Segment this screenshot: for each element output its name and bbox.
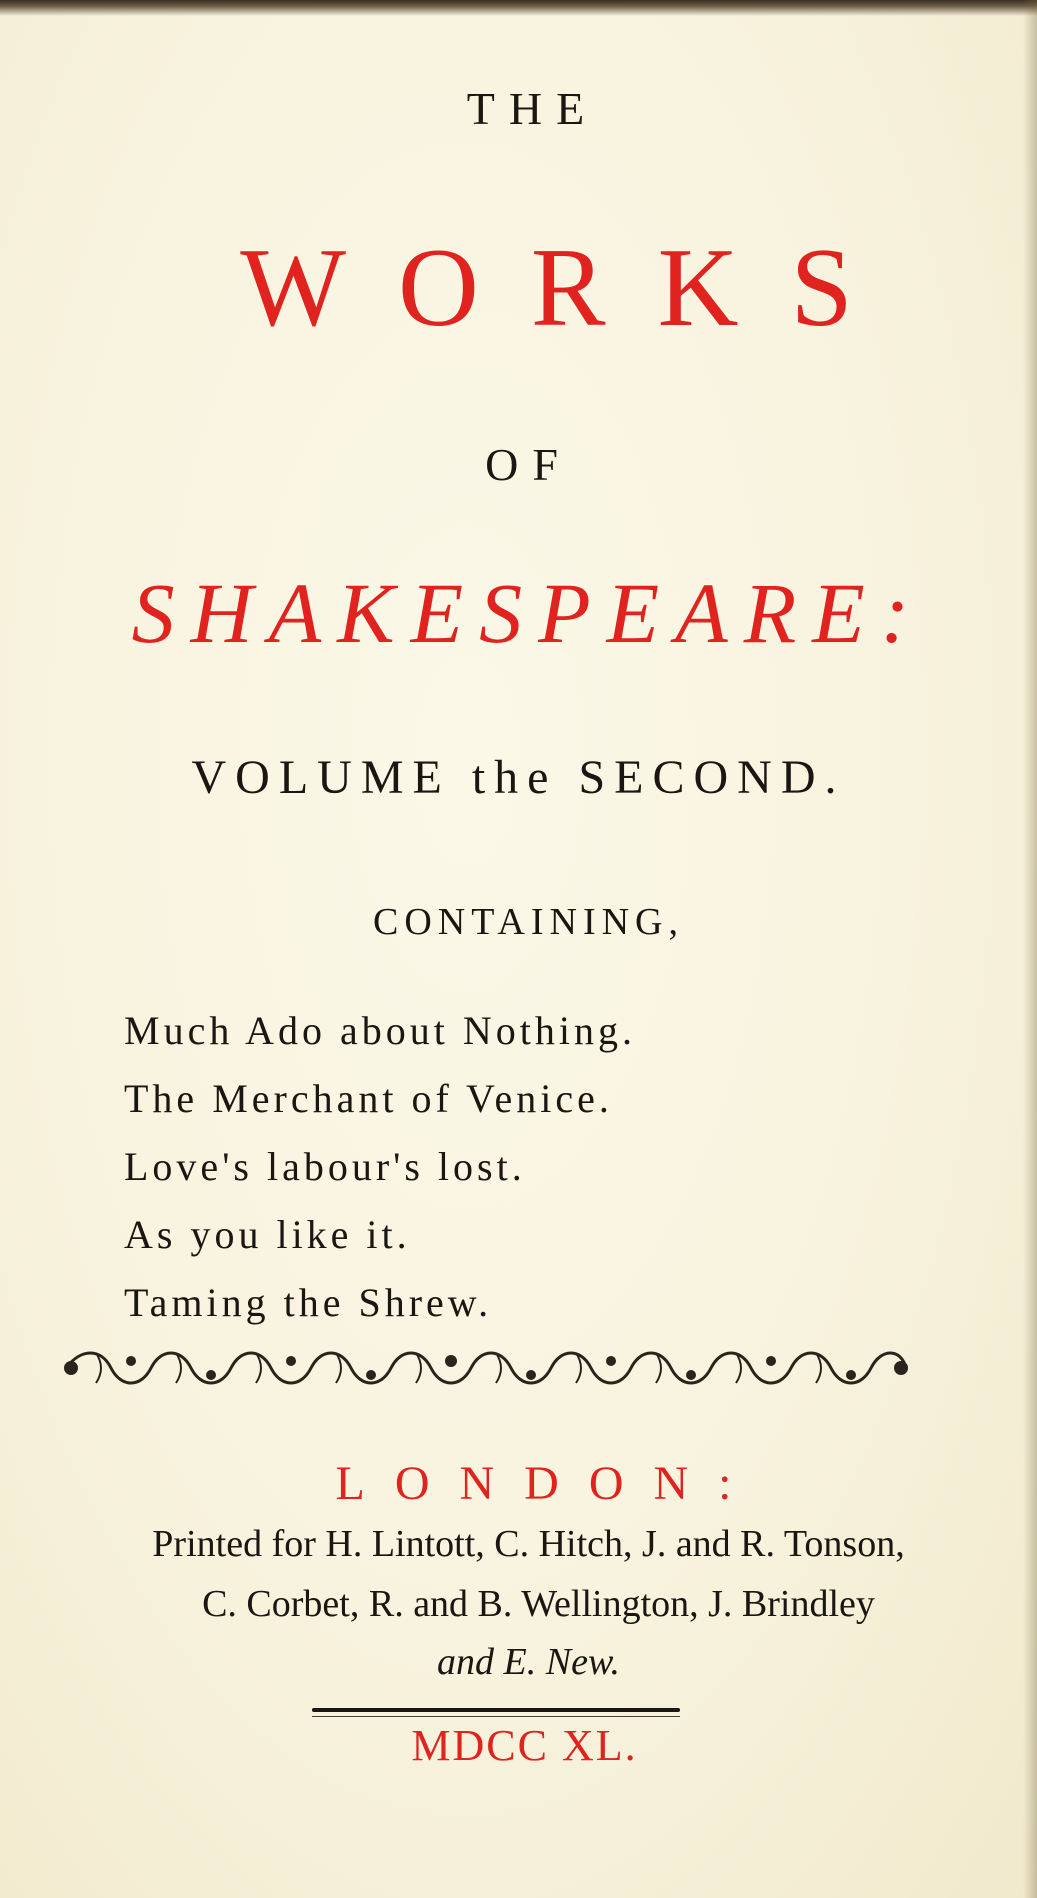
contents-item: As you like it. (124, 1212, 411, 1257)
imprint-city: LONDON: (335, 1457, 762, 1510)
contents-item: Love's labour's lost. (124, 1144, 526, 1189)
title-author: SHAKESPEARE: (131, 565, 926, 661)
title-the: THE (466, 83, 599, 134)
volume-statement: VOLUME the SECOND. (191, 751, 846, 804)
page-top-edge (0, 0, 1037, 16)
imprint-date: MDCC XL. (411, 1721, 638, 1770)
imprint-line-1: Printed for H. Lintott, C. Hitch, J. and R. Tonson, (152, 1523, 905, 1565)
contents-item: Taming the Shrew. (124, 1280, 493, 1325)
divider-rule-thin (312, 1716, 680, 1717)
contents-item: The Merchant of Venice. (124, 1076, 613, 1121)
title-works: WORKS (240, 226, 905, 350)
divider-rule (312, 1708, 680, 1712)
contents-list (124, 997, 944, 1337)
title-of: OF (485, 439, 572, 490)
ornament-band-icon (56, 1343, 914, 1393)
imprint-line-2: C. Corbet, R. and B. Wellington, J. Brindley (202, 1583, 875, 1625)
containing-heading: CONTAINING, (373, 901, 684, 943)
imprint-line-3: and E. New. (437, 1641, 620, 1683)
contents-item: Much Ado about Nothing. (124, 1008, 636, 1053)
